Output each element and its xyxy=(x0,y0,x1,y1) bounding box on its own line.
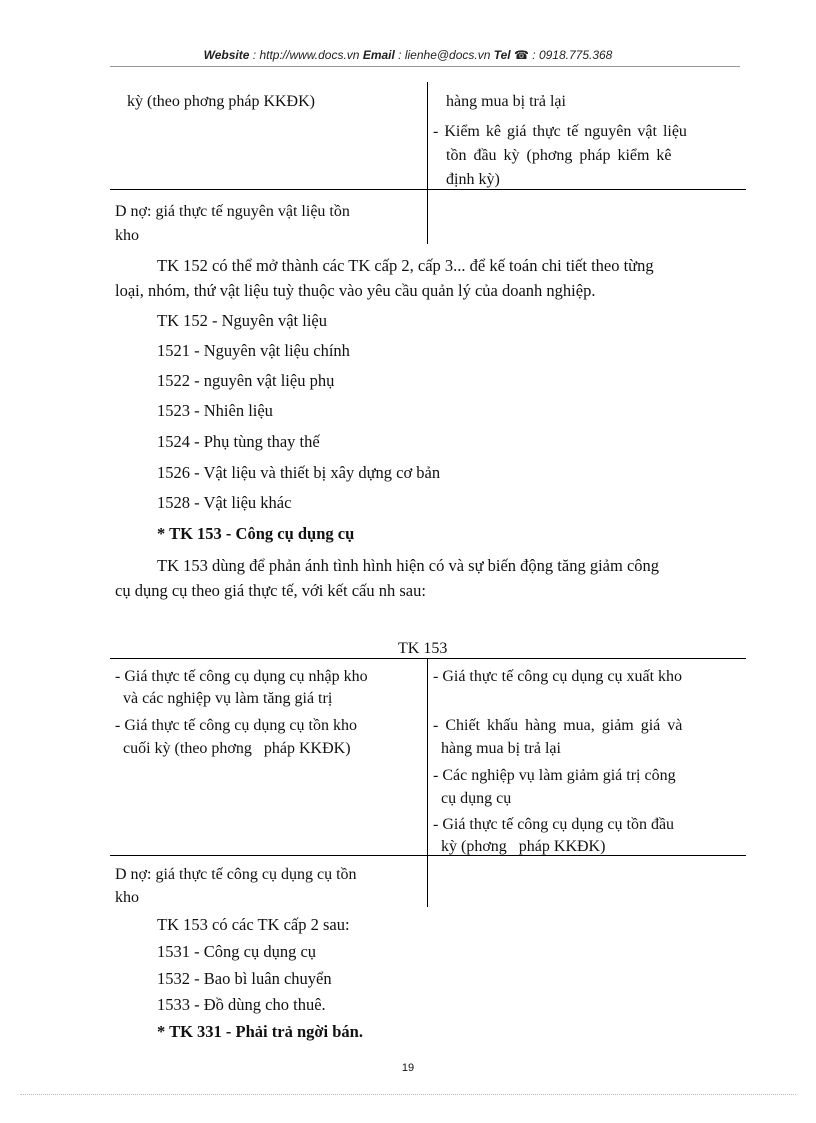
list-item: 1532 - Bao bì luân chuyển xyxy=(157,969,332,988)
paragraph-line: TK 152 có thể mở thành các TK cấp 2, cấp 3... để kế toán chi tiết theo từng xyxy=(157,256,654,275)
list-item: 1533 - Đồ dùng cho thuê. xyxy=(157,995,326,1014)
table2-credit-line: - Giá thực tế công cụ dụng cụ tồn đầu xyxy=(433,816,675,833)
list-item: 1521 - Nguyên vật liệu chính xyxy=(157,341,350,360)
paragraph-line: TK 153 dùng để phản ánh tình hình hiện có và sự biến động tăng giảm công xyxy=(157,556,660,575)
table2-debit-line: - Giá thực tế công cụ dụng cụ tồn kho xyxy=(115,717,357,734)
list-item: 1531 - Công cụ dụng cụ xyxy=(157,942,317,961)
table2-debit-line: và các nghiệp vụ làm tăng giá trị xyxy=(115,690,333,707)
table2-balance-line: D nợ: giá thực tế công cụ dụng cụ tồn xyxy=(115,866,357,883)
email-value: : lienhe@docs.vn xyxy=(394,48,494,62)
table2-debit-line: - Giá thực tế công cụ dụng cụ nhập kho xyxy=(115,668,368,685)
list-item: TK 153 có các TK cấp 2 sau: xyxy=(157,915,350,934)
page-number: 19 xyxy=(401,1062,415,1074)
list-item: 1524 - Phụ tùng thay thế xyxy=(157,432,320,451)
table1-credit-line: tồn đầu kỳ (phơng pháp kiểm kê xyxy=(446,147,672,164)
page-header xyxy=(0,48,816,62)
table2-balance-line: kho xyxy=(115,889,139,906)
table2-debit-line: cuối kỳ (theo phơng pháp KKĐK) xyxy=(115,740,351,757)
table1-balance-line: D nợ: giá thực tế nguyên vật liệu tồn xyxy=(115,203,350,220)
table2-credit-line: - Các nghiệp vụ làm giảm giá trị công xyxy=(433,767,676,784)
website-label: Website xyxy=(203,48,250,62)
paragraph-line: cụ dụng cụ theo giá thực tế, với kết cấu nh sau: xyxy=(115,581,426,600)
tel-label: Tel xyxy=(493,48,511,62)
paragraph-line: loại, nhóm, thứ vật liệu tuỳ thuộc vào yêu cầu quản lý của doanh nghiệp. xyxy=(115,281,596,300)
table1-bottom-rule xyxy=(110,189,746,190)
table1-divider xyxy=(427,82,428,244)
table2-credit-line: kỳ (phơng pháp KKĐK) xyxy=(433,838,606,855)
tel-value: ☎ : 0918.775.368 xyxy=(510,48,613,62)
list-item: 1523 - Nhiên liệu xyxy=(157,401,273,420)
header-divider xyxy=(110,66,740,67)
table2-divider xyxy=(427,658,428,907)
page-bottom-border xyxy=(20,1094,796,1095)
website-value: : http://www.docs.vn xyxy=(249,48,363,62)
table1-credit-line: hàng mua bị trả lại xyxy=(446,93,566,110)
list-item: TK 152 - Nguyên vật liệu xyxy=(157,311,328,330)
table2-credit-line: - Giá thực tế công cụ dụng cụ xuất kho xyxy=(433,668,683,685)
table1-debit-cell: kỳ (theo phơng pháp KKĐK) xyxy=(127,93,315,110)
section-heading: * TK 153 - Công cụ dụng cụ xyxy=(157,524,355,543)
email-label: Email xyxy=(362,48,395,62)
table2-credit-line: - Chiết khấu hàng mua, giảm giá và xyxy=(433,717,683,734)
list-item: 1528 - Vật liệu khác xyxy=(157,493,292,512)
t-account-title: TK 153 xyxy=(398,640,448,657)
table1-balance-line: kho xyxy=(115,227,139,244)
table2-bottom-rule xyxy=(110,855,746,856)
table2-credit-line: hàng mua bị trả lại xyxy=(433,740,561,757)
table2-credit-line: cụ dụng cụ xyxy=(433,790,512,807)
section-heading: * TK 331 - Phải trả ngời bán. xyxy=(157,1022,363,1041)
table2-top-rule xyxy=(110,658,746,659)
list-item: 1526 - Vật liệu và thiết bị xây dựng cơ bản xyxy=(157,463,441,482)
list-item: 1522 - nguyên vật liệu phụ xyxy=(157,371,335,390)
table1-credit-line: - Kiểm kê giá thực tế nguyên vật liệu xyxy=(433,123,687,140)
table1-credit-line: định kỳ) xyxy=(446,171,500,188)
